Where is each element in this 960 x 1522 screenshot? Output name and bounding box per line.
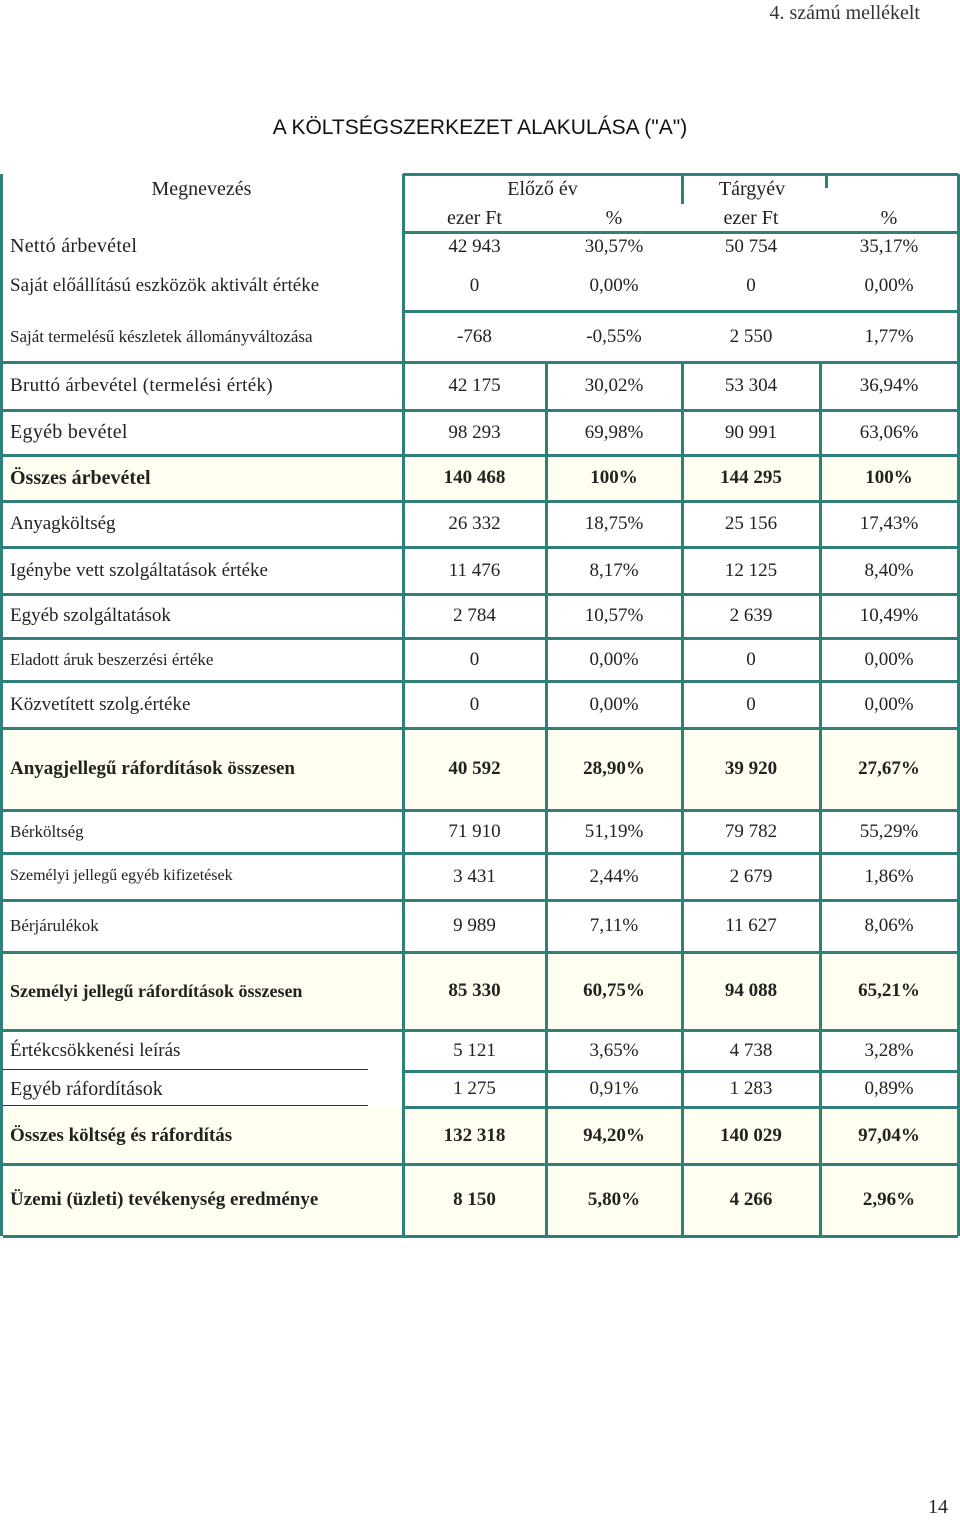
grid-line [3, 546, 958, 549]
row-value: 2 639 [729, 605, 773, 626]
row-value: 10,49% [859, 605, 919, 626]
row-value: 30,02% [584, 375, 644, 396]
row-label: Üzemi (üzleti) tevékenység eredménye [10, 1189, 319, 1211]
row-value: 2 550 [729, 325, 773, 347]
grid-line [3, 637, 958, 640]
row-value: 2 679 [729, 865, 773, 887]
grid-line [3, 1235, 958, 1238]
row-value: 9 989 [453, 915, 496, 936]
row-value: 1,77% [864, 325, 914, 347]
row-value: 17,43% [859, 513, 919, 534]
row-value: 26 332 [448, 513, 501, 534]
column-header-curr-year: Tárgyév [718, 177, 786, 200]
row-value: 0,00% [864, 693, 914, 715]
row-value: 140 468 [443, 467, 506, 488]
grid-line [545, 362, 548, 1236]
header-note: 4. számú mellékelt [769, 2, 920, 24]
row-value: 8,06% [864, 915, 914, 936]
row-label: Nettó árbevétel [10, 235, 138, 257]
row-value: 1 283 [729, 1078, 773, 1099]
row-value: 90 991 [724, 421, 778, 443]
row-value: 94,20% [583, 1124, 645, 1146]
page-number: 14 [928, 1496, 948, 1518]
row-value: 3,28% [864, 1039, 914, 1061]
row-value: 65,21% [858, 980, 920, 1001]
grid-line [3, 593, 958, 596]
grid-line [3, 1163, 958, 1166]
row-value: 25 156 [724, 513, 778, 534]
row-value: 1 275 [453, 1078, 496, 1099]
row-value: 79 782 [724, 820, 778, 842]
row-value: 0,89% [864, 1078, 914, 1099]
row-label: Saját előállítású eszközök aktivált értéke [10, 275, 320, 297]
column-header-prev-year: Előző év [507, 177, 578, 200]
row-value: 0 [746, 693, 756, 715]
grid-line [825, 174, 828, 188]
row-value: 10,57% [584, 605, 644, 626]
row-value: 27,67% [858, 758, 920, 779]
row-value: 100% [590, 467, 638, 488]
row-value: 42 175 [448, 375, 501, 396]
row-value: -0,55% [586, 325, 642, 347]
row-value: 42 943 [448, 235, 501, 257]
row-value: 8 150 [453, 1189, 496, 1210]
row-value: 18,75% [584, 513, 644, 534]
grid-line [3, 409, 958, 412]
grid-line [3, 500, 958, 503]
row-value: 2,96% [862, 1189, 916, 1210]
column-header-name: Megnevezés [151, 177, 252, 200]
row-value: 0 [746, 275, 756, 296]
row-value: 0,00% [589, 275, 639, 296]
row-value: 8,40% [864, 559, 914, 581]
grid-line [403, 310, 958, 313]
column-subheader: % [605, 206, 623, 229]
grid-line [3, 1029, 958, 1032]
row-value: 7,11% [589, 915, 639, 936]
row-value: 85 330 [448, 980, 501, 1001]
row-value: 0 [469, 693, 480, 715]
row-value: 100% [865, 467, 913, 488]
row-value: 0,00% [589, 693, 639, 715]
row-value: 1,86% [864, 865, 914, 887]
row-value: 5,80% [587, 1189, 641, 1210]
grid-line [682, 173, 826, 176]
row-value: 53 304 [724, 375, 778, 396]
grid-line [3, 899, 958, 902]
row-label: Bérjárulékok [10, 916, 99, 936]
grid-line [402, 174, 405, 1236]
grid-line [0, 1069, 368, 1070]
grid-line [3, 361, 958, 364]
row-label: Igénybe vett szolgáltatások értéke [10, 559, 268, 581]
grid-line [3, 680, 958, 683]
row-label: Anyagköltség [10, 513, 116, 535]
row-label: Összes árbevétel [10, 466, 151, 489]
grid-line [0, 1105, 368, 1106]
row-value: 69,98% [584, 421, 644, 443]
row-value: 39 920 [724, 758, 778, 779]
grid-line [3, 852, 958, 855]
row-value: 2,44% [589, 865, 639, 887]
row-value: 12 125 [724, 559, 778, 581]
row-value: 11 476 [448, 559, 501, 581]
row-value: 140 029 [720, 1124, 782, 1146]
row-value: 4 266 [729, 1189, 773, 1210]
grid-line [681, 362, 684, 1236]
row-value: 30,57% [584, 235, 644, 257]
grid-line [3, 727, 958, 730]
row-value: 97,04% [858, 1124, 920, 1146]
row-label: Összes költség és ráfordítás [10, 1124, 233, 1146]
row-value: 4 738 [729, 1039, 773, 1061]
row-label: Bérköltség [10, 821, 84, 841]
row-value: -768 [457, 325, 492, 347]
row-label: Személyi jellegű egyéb kifizetések [10, 867, 233, 885]
grid-line [3, 809, 958, 812]
row-value: 51,19% [584, 820, 644, 842]
row-value: 11 627 [725, 915, 777, 936]
grid-line [403, 231, 958, 234]
row-value: 2 784 [453, 605, 496, 626]
row-value: 98 293 [448, 421, 501, 443]
row-label: Anyagjellegű ráfordítások összesen [10, 758, 295, 780]
row-value: 36,94% [859, 375, 919, 396]
row-value: 71 910 [448, 820, 501, 842]
grid-line [3, 454, 958, 457]
row-value: 0 [746, 648, 756, 670]
row-label: Egyéb szolgáltatások [10, 605, 171, 627]
row-value: 50 754 [724, 235, 778, 257]
grid-line [819, 362, 822, 1236]
row-value: 55,29% [859, 820, 919, 842]
row-label: Értékcsökkenési leírás [10, 1039, 181, 1061]
row-value: 3 431 [453, 865, 496, 887]
column-subheader: ezer Ft [723, 206, 779, 229]
row-value: 0 [469, 648, 480, 670]
row-value: 0 [469, 275, 480, 296]
row-value: 60,75% [583, 980, 645, 1001]
page-title: A KÖLTSÉGSZERKEZET ALAKULÁSA ("A") [272, 116, 688, 139]
row-value: 28,90% [583, 758, 645, 779]
row-value: 0,00% [864, 648, 914, 670]
row-value: 0,00% [864, 275, 914, 296]
row-label: Bruttó árbevétel (termelési érték) [10, 375, 273, 397]
row-label: Eladott áruk beszerzési értéke [10, 649, 214, 669]
row-label: Egyéb bevétel [10, 421, 128, 443]
row-value: 5 121 [453, 1039, 496, 1061]
row-label: Személyi jellegű ráfordítások összesen [10, 980, 303, 1001]
row-value: 0,91% [589, 1078, 639, 1099]
grid-line [681, 174, 684, 204]
grid-line [0, 174, 3, 1236]
column-subheader: % [880, 206, 898, 229]
row-value: 3,65% [589, 1039, 639, 1061]
row-value: 0,00% [589, 648, 639, 670]
row-value: 63,06% [859, 421, 919, 443]
row-label: Saját termelésű készletek állományváltozása [10, 326, 313, 346]
row-value: 35,17% [859, 235, 919, 257]
column-subheader: ezer Ft [447, 206, 502, 229]
row-value: 144 295 [720, 467, 782, 488]
grid-line [3, 951, 958, 954]
row-value: 8,17% [589, 559, 639, 581]
row-label: Egyéb ráfordítások [10, 1077, 163, 1100]
row-value: 40 592 [448, 758, 501, 779]
row-value: 132 318 [443, 1124, 506, 1146]
row-label: Közvetített szolg.értéke [10, 693, 191, 715]
row-value: 94 088 [724, 980, 778, 1001]
